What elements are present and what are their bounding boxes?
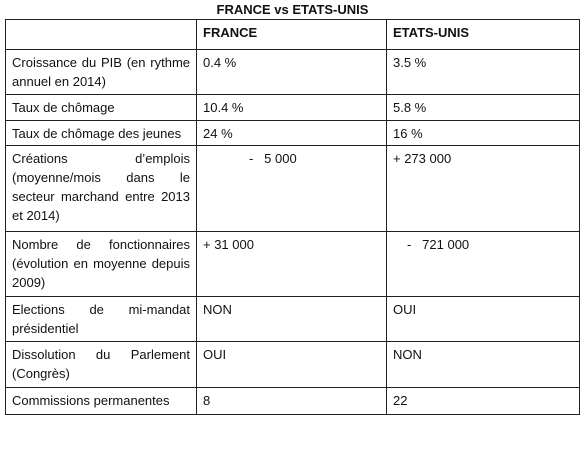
table-row <box>6 50 580 95</box>
row-label: Créations d’emplois (moyenne/mois dans le secteur marchand entre 2013 et 2014) <box>6 146 197 232</box>
header-cell-france: FRANCE <box>197 20 387 50</box>
header-row <box>6 20 580 50</box>
row-label: Taux de chômage <box>6 95 197 121</box>
us-value: + 273 000 <box>387 146 580 232</box>
table-row <box>6 342 580 388</box>
france-value: 0.4 % <box>197 50 387 95</box>
france-value: + 31 000 <box>197 232 387 297</box>
us-value: - 721 000 <box>387 232 580 297</box>
france-value: - 5 000 <box>197 146 387 232</box>
row-label: Dissolution du Parlement (Congrès) <box>6 342 197 388</box>
row-label: Taux de chômage des jeunes <box>6 121 197 146</box>
table-row <box>6 95 580 121</box>
france-value: 24 % <box>197 121 387 146</box>
row-label: Commissions permanentes <box>6 388 197 415</box>
table-row <box>6 232 580 297</box>
table-row <box>6 297 580 342</box>
table-row <box>6 121 580 146</box>
row-label: Nombre de fonctionnaires (évolution en moyenne depuis 2009) <box>6 232 197 297</box>
us-value: 3.5 % <box>387 50 580 95</box>
us-value: OUI <box>387 297 580 342</box>
us-value: NON <box>387 342 580 388</box>
france-value: OUI <box>197 342 387 388</box>
us-value: 16 % <box>387 121 580 146</box>
us-value: 5.8 % <box>387 95 580 121</box>
header-cell-us: ETATS-UNIS <box>387 20 580 50</box>
row-label: Elections de mi-mandat présidentiel <box>6 297 197 342</box>
row-label: Croissance du PIB (en rythme annuel en 2014) <box>6 50 197 95</box>
france-value: 8 <box>197 388 387 415</box>
table-row <box>6 388 580 415</box>
table-title: FRANCE vs ETATS-UNIS <box>216 2 369 17</box>
header-cell-criteria <box>6 20 197 50</box>
france-value: 10.4 % <box>197 95 387 121</box>
us-value: 22 <box>387 388 580 415</box>
table-row <box>6 146 580 232</box>
comparison-table <box>5 19 580 415</box>
france-value: NON <box>197 297 387 342</box>
